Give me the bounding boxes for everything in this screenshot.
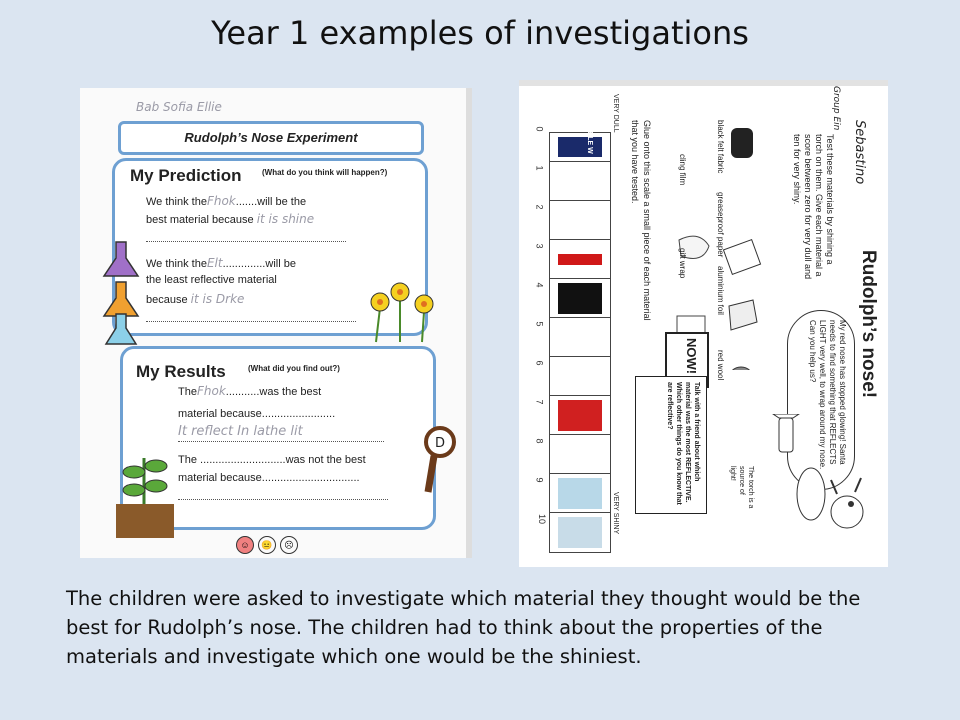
scale-cell <box>549 239 611 280</box>
handwriting: it is shine <box>256 212 315 226</box>
results-handwriting: It reflect In lathe lit <box>178 424 303 439</box>
prediction-line-1: We think theFhok.......will be the <box>146 194 307 208</box>
text: because <box>146 294 188 306</box>
material-sample <box>558 254 602 265</box>
material-sample <box>558 478 602 509</box>
text: material because <box>178 408 262 420</box>
scale-number: 1 <box>534 165 545 171</box>
text: will be <box>265 258 296 270</box>
scale-number: 10 <box>537 513 548 525</box>
text: The <box>178 386 197 398</box>
scale-cell <box>549 132 611 162</box>
scale-number: 3 <box>534 243 545 249</box>
prediction-subtitle: (What do you think will happen?) <box>262 168 388 177</box>
happy-face-icon: ☺ <box>236 536 254 554</box>
scale-cell <box>549 473 611 514</box>
material-sample <box>558 131 602 157</box>
scale-cell <box>549 434 611 475</box>
scale-cell <box>549 356 611 397</box>
handwriting: it is Drke <box>190 292 245 306</box>
scale-cell <box>549 278 611 319</box>
material-label: greaseproof paper <box>716 192 725 258</box>
text: best material because <box>146 214 254 226</box>
results-line-4: The ............................was not the best <box>178 454 366 466</box>
material-sample <box>558 517 602 548</box>
prediction-line-2 <box>146 212 314 226</box>
sample-label: BLE W <box>585 131 593 154</box>
sad-face-icon: ☹ <box>280 536 298 554</box>
results-line-5: material because................................ <box>178 472 360 484</box>
scale-cell <box>549 512 611 553</box>
page-edge <box>466 88 472 558</box>
text: was the best <box>259 386 322 398</box>
material-sample <box>558 400 602 431</box>
flask-icons <box>102 238 142 348</box>
results-subtitle: (What did you find out?) <box>248 364 340 373</box>
prediction-line-3: We think theElt..............will be <box>146 256 296 270</box>
prediction-line-4: the least reflective material <box>146 274 277 286</box>
right-worksheet-image <box>519 80 888 567</box>
torch-note: The torch is a source of light! <box>729 466 754 509</box>
material-label: red wool <box>716 350 725 381</box>
rating-faces <box>236 536 298 554</box>
now-label: NOW! <box>684 338 699 375</box>
scale-number: 7 <box>534 399 545 405</box>
daffodil-icon <box>362 278 442 344</box>
scale-number: 0 <box>534 126 545 132</box>
results-title: My Results <box>136 362 226 381</box>
scale-left-label: VERY DULL <box>612 94 619 133</box>
scale-number: 2 <box>534 204 545 210</box>
handwriting: Elt <box>206 256 223 270</box>
handwriting: Fhok <box>206 194 236 208</box>
handwriting: Fhok <box>196 384 226 398</box>
prediction-title: My Prediction <box>130 166 242 185</box>
slide-caption: The children were asked to investigate which material they thought would be the best for Rudolph’s nose. The children had to think about the properties of the materials and investigate which one would be the shiniest. <box>66 587 861 668</box>
results-line-2: material because........................ <box>178 408 336 420</box>
glue-note: Glue onto this scale a small piece of each material that you have tested. <box>630 120 652 321</box>
material-sample <box>558 283 602 314</box>
material-label: aluminium foil <box>716 266 725 315</box>
worksheet-title: Rudolph’s nose! <box>858 250 879 399</box>
slide-title: Year 1 examples of investigations <box>211 14 749 52</box>
speech-text: My red nose has stopped glowing! Santa needs to find something that REFLECTS LIGHT very well, to wrap around my nose. Can you help us? <box>808 320 847 470</box>
dotted-line <box>146 320 356 322</box>
material-label: cling film <box>678 154 687 186</box>
magnifier-icon <box>414 424 464 496</box>
scale-cell <box>549 200 611 241</box>
scale-number: 8 <box>534 438 545 444</box>
prediction-line-5 <box>146 292 244 306</box>
results-line-1: TheFhok...........was the best <box>178 384 322 398</box>
text: will be the <box>257 196 307 208</box>
scale-number: 9 <box>534 477 545 483</box>
text: We think the <box>146 196 207 208</box>
scale-cell <box>549 317 611 358</box>
dotted-line <box>178 440 384 442</box>
material-label: gift wrap <box>678 248 687 279</box>
scale-number: 5 <box>534 321 545 327</box>
text: was not the best <box>285 454 366 466</box>
magnifier-letter: D <box>435 436 446 451</box>
scale-cell <box>549 395 611 436</box>
material-label: black felt fabric <box>716 120 725 174</box>
text: We think the <box>146 258 207 270</box>
text: material because <box>178 472 262 484</box>
plant-icon <box>114 448 176 540</box>
scale-right-label: VERY SHINY <box>612 492 619 535</box>
talk-note: Talk with a friend about which material was the most REFLECTIVE. Which other things do you know that are reflective? <box>666 382 700 505</box>
scale-number: 4 <box>534 282 545 288</box>
worksheet-header: Rudolph’s Nose Experiment <box>118 121 424 155</box>
name-handwriting: Sebastino <box>852 120 867 185</box>
neutral-face-icon: 😐 <box>258 536 276 554</box>
left-worksheet-image <box>80 88 472 558</box>
group-handwriting: Group Ein <box>831 86 841 131</box>
dotted-line <box>146 240 346 242</box>
scale-number: 6 <box>534 360 545 366</box>
instructions-text: Test these materials by shining a torch on them. Give each material a score between zero for very dull and ten for very shiny. <box>792 134 835 280</box>
handwritten-names: Bab Sofia Ellie <box>136 100 222 114</box>
dotted-line <box>178 498 388 500</box>
text: The <box>178 454 197 466</box>
scale-cell <box>549 161 611 202</box>
